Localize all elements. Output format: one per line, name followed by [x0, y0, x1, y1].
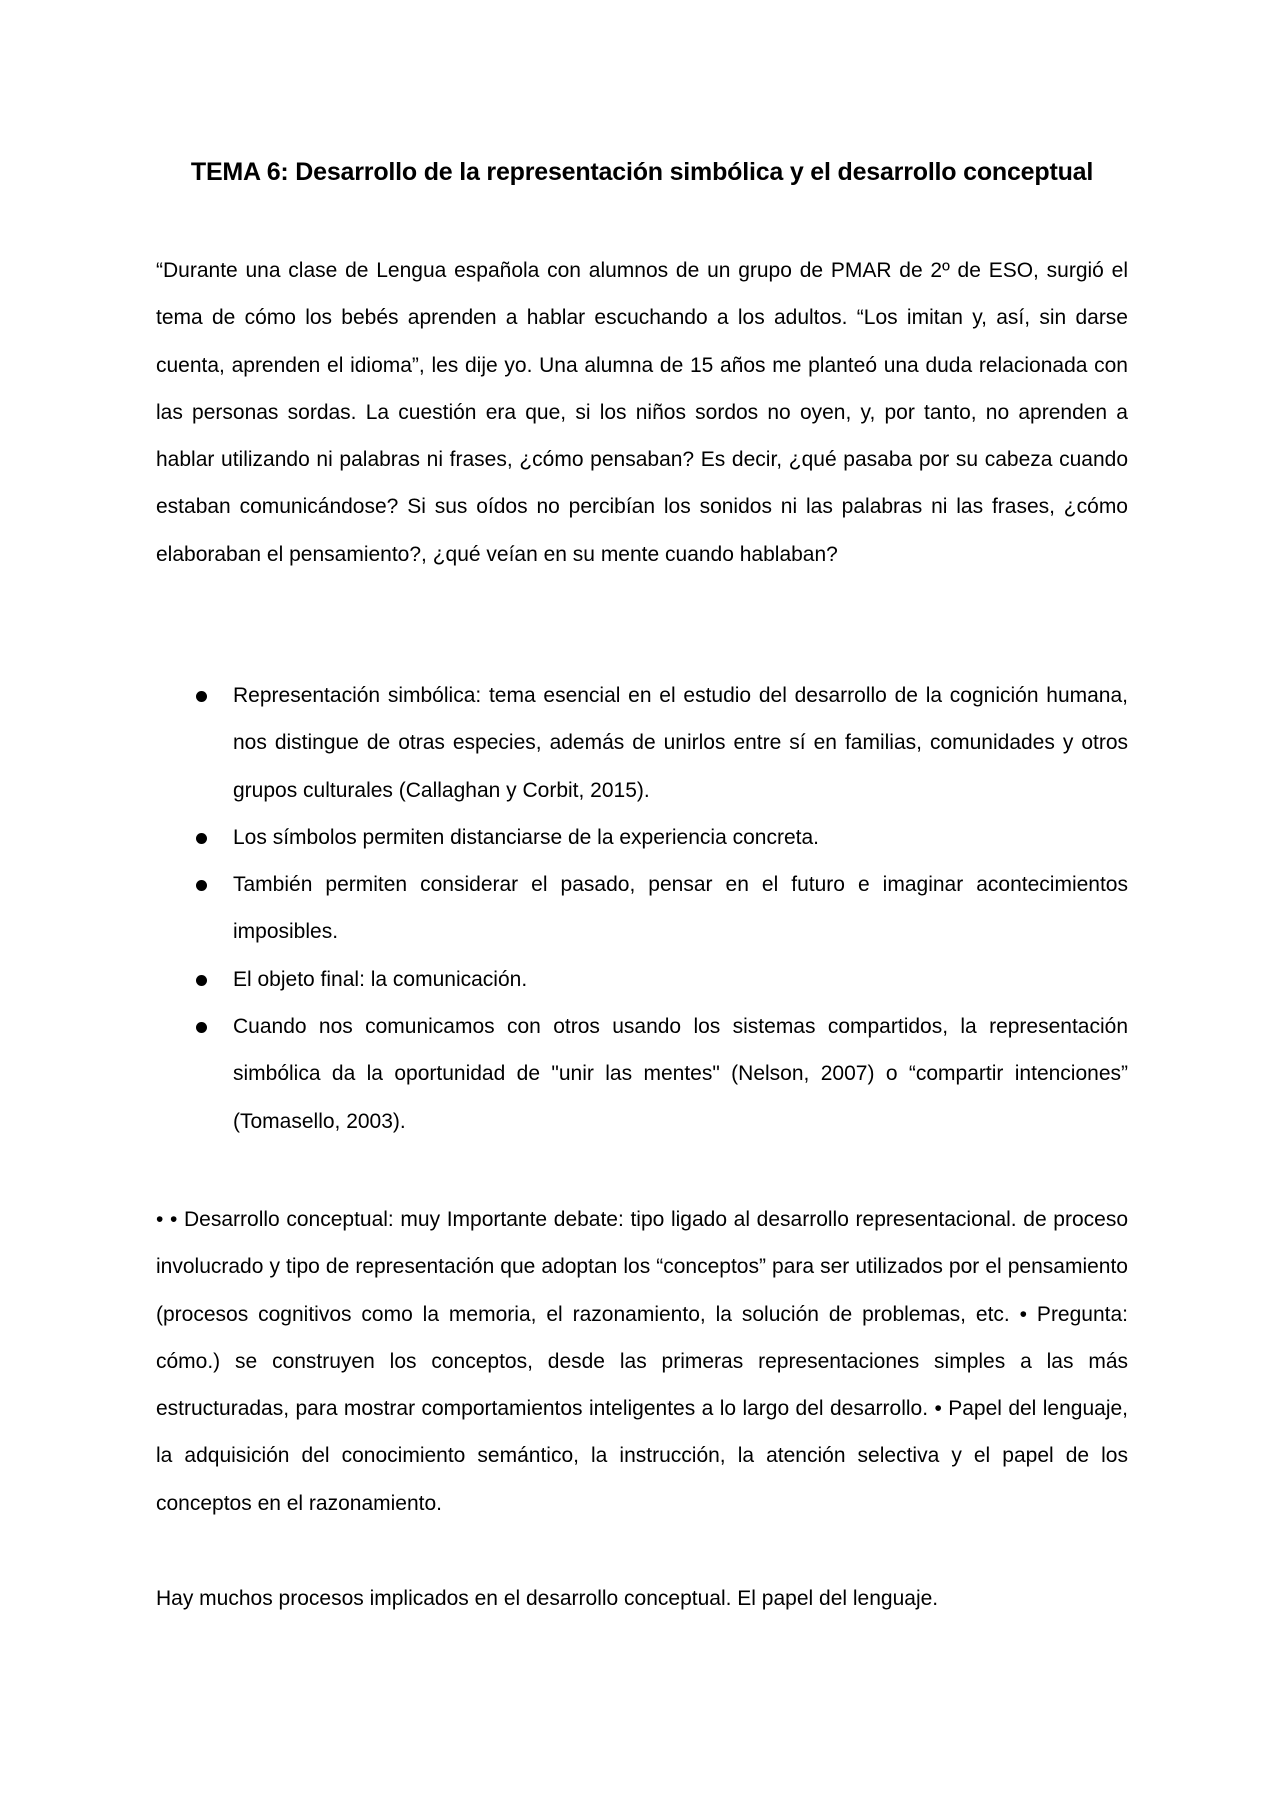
bullet-text: También permiten considerar el pasado, pensar en el futuro e imaginar acontecimientos imposibles.: [233, 873, 1128, 944]
bullet-dot-icon: [196, 1022, 207, 1033]
bullet-dot-icon: [196, 880, 207, 891]
bullet-item: [156, 814, 1128, 861]
bullet-dot-icon: [196, 975, 207, 986]
intro-paragraph: “Durante una clase de Lengua española con alumnos de un grupo de PMAR de 2º de ESO, surgió el tema de cómo los bebés aprenden a hablar escuchando a los adultos. “Los imitan y, así, sin darse cuenta, aprenden el idioma”, les dije yo. Una alumna de 15 años me planteó una duda relacionada con las personas sordas. La cuestión era que, si los niños sordos no oyen, y, por tanto, no aprenden a hablar utilizando ni palabras ni frases, ¿cómo pensaban? Es decir, ¿qué pasaba por su cabeza cuando estaban comunicándose? Si sus oídos no percibían los sonidos ni las palabras ni las frases, ¿cómo elaboraban el pensamiento?, ¿qué veían en su mente cuando hablaban?: [156, 259, 1128, 566]
bullet-text: Representación simbólica: tema esencial en el estudio del desarrollo de la cognición humana, nos distingue de otras especies, además de unirlos entre sí en familias, comunidades y otros grupos culturales (Callaghan y Corbit, 2015).: [233, 684, 1128, 802]
document-title: TEMA 6: Desarrollo de la representación simbólica y el desarrollo conceptual: [190, 158, 1094, 186]
closing-paragraph: Hay muchos procesos implicados en el desarrollo conceptual. El papel del lenguaje.: [156, 1587, 939, 1610]
bullet-item: [156, 861, 1128, 956]
bullet-item: [156, 672, 1128, 814]
concept-paragraph: • • Desarrollo conceptual: muy Importante debate: tipo ligado al desarrollo representacional. de proceso involucrado y tipo de representación que adoptan los “conceptos” para ser utilizados por el pensamiento (procesos cognitivos como la memoria, el razonamiento, la solución de problemas, etc. • Pregunta: cómo.) se construyen los conceptos, desde las primeras representaciones simples a las más estructuradas, para mostrar comportamientos inteligentes a lo largo del desarrollo. • Papel del lenguaje, la adquisición del conocimiento semántico, la instrucción, la atención selectiva y el papel de los conceptos en el razonamiento.: [156, 1208, 1128, 1515]
bullet-list: [156, 672, 1128, 1145]
bullet-dot-icon: [196, 691, 207, 702]
bullet-text: Cuando nos comunicamos con otros usando los sistemas compartidos, la representación simbólica da la oportunidad de "unir las mentes" (Nelson, 2007) o “compartir intenciones” (Tomasello, 2003).: [233, 1015, 1128, 1133]
bullet-text: Los símbolos permiten distanciarse de la experiencia concreta.: [233, 825, 819, 849]
bullet-item: [156, 1003, 1128, 1145]
bullet-item: [156, 956, 1128, 1003]
bullet-text: El objeto final: la comunicación.: [233, 967, 528, 991]
bullet-dot-icon: [196, 833, 207, 844]
